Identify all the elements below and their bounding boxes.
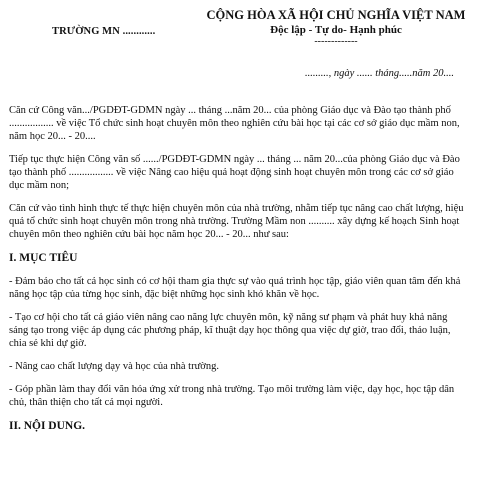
paragraph-basis-1: Căn cứ Công văn.../PGDĐT-GDMN ngày ... tháng ...năm 20... của phòng Giáo dục và Đào tạo thành phố ................. về việc Tổ chức sinh hoạt chuyên môn theo nghiên cứu bài học tại các cơ sở giáo dục mầm non, năm học 20... - 20.... <box>9 105 460 142</box>
objective-item: - Đảm bảo cho tất cả học sinh có cơ hội tham gia thực sự vào quá trình học tập, giáo viên quan tâm đến khả năng học tập của từng học sinh, đặc biệt những học sinh khó khăn về học. <box>9 276 461 300</box>
national-header <box>196 8 476 47</box>
objective-item: - Góp phần làm thay đổi văn hóa ứng xử trong nhà trường. Tạo môi trường làm việc, dạy học, học tập dân chủ, thân thiện cho tất cả mọi người. <box>9 384 455 408</box>
section-heading-content: II. NỘI DUNG. <box>9 420 86 432</box>
country-name: CỘNG HÒA XÃ HỘI CHỦ NGHĨA VIỆT NAM <box>206 8 466 22</box>
objective-item: - Tạo cơ hội cho tất cả giáo viên nâng cao năng lực chuyên môn, kỹ năng sư phạm và phát huy khả năng sáng tạo trong việc áp dụng các phương pháp, kĩ thuật dạy học thông qua việc dự giờ, trao đổi, thảo luận, chia sẻ khi dự giờ. <box>9 312 451 349</box>
paragraph-basis-2: Tiếp tục thực hiện Công văn số ....../PGDĐT-GDMN ngày ... tháng ... năm 20...của phòng Giáo dục và Đào tạo thành phố ................. về việc Nâng cao hiệu quả hoạt động sinh hoạt chuyên môn trong các cơ sở giáo dục mầm non; <box>9 154 460 191</box>
objective-item: - Nâng cao chất lượng dạy và học của nhà trường. <box>9 361 219 372</box>
paragraph-basis-3: Căn cứ vào tình hình thực tế thực hiện chuyên môn của nhà trường, nhằm tiếp tục nâng cao chất lượng, hiệu quả tổ chức sinh hoạt chuyên môn trong nhà trường. Trường Mầm non .......... xây dựng kế hoạch Sinh hoạt chuyên môn theo nghiên cứu bài học năm học 20... - 20... như sau: <box>9 203 464 240</box>
section-heading-objectives: I. MỤC TIÊU <box>9 252 78 264</box>
document-body <box>9 104 469 443</box>
school-name: TRƯỜNG MN ............ <box>52 26 156 37</box>
header-rule: ------------- <box>314 36 358 47</box>
motto: Độc lập - Tự do- Hạnh phúc <box>270 24 402 36</box>
date-line: ........., ngày ...... tháng.....năm 20.... <box>304 68 454 79</box>
